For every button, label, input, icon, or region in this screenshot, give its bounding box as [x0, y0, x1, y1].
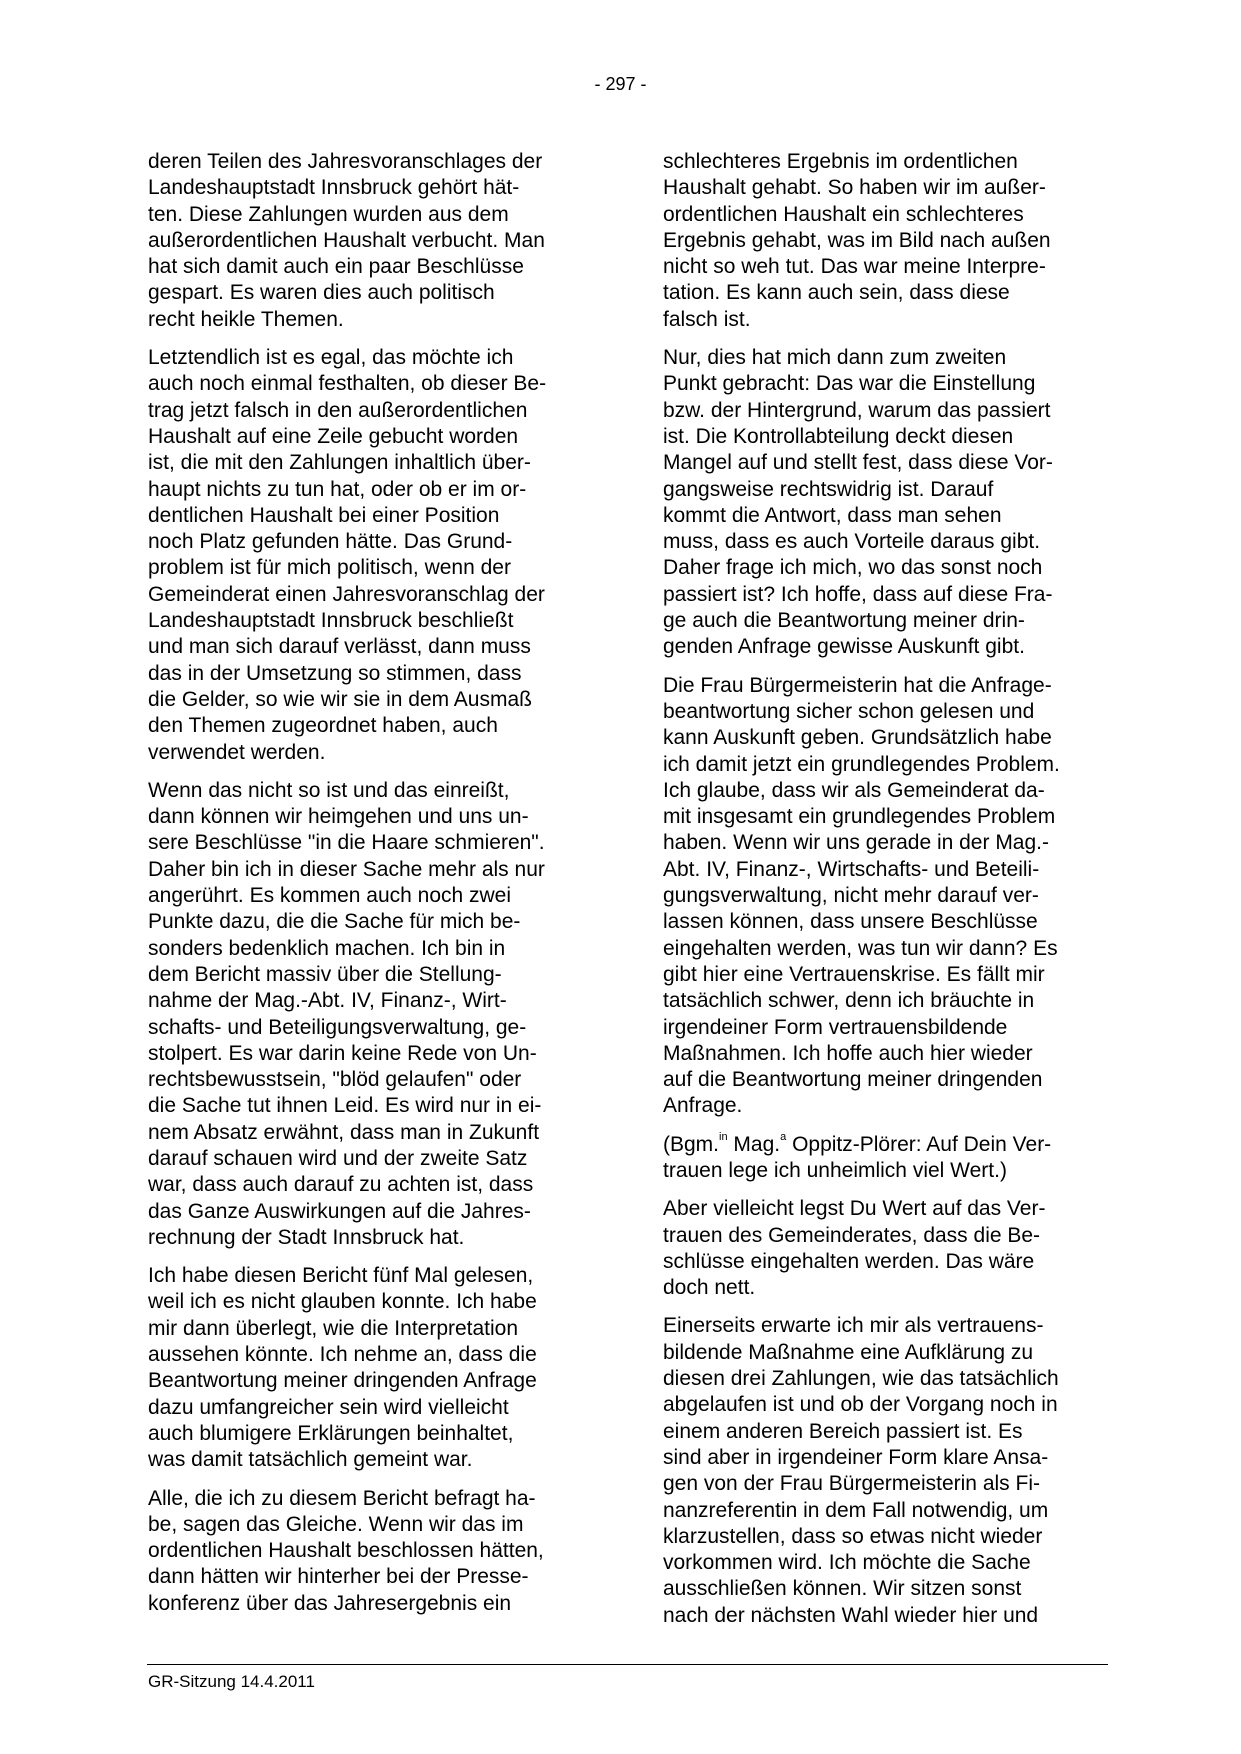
- text-line: klarzustellen, dass so etwas nicht wieder: [663, 1524, 1043, 1548]
- paragraph: [663, 1313, 1108, 1629]
- text-line: Ergebnis gehabt, was im Bild nach außen: [663, 228, 1051, 252]
- text-line: Haushalt auf eine Zeile gebucht worden: [148, 424, 519, 448]
- text-line: Abt. IV, Finanz-, Wirtschafts- und Beteili-: [663, 857, 1040, 881]
- text-line: deren Teilen des Jahresvoranschlages der: [148, 150, 543, 173]
- text-line: Nur, dies hat mich dann zum zweiten: [663, 346, 1007, 370]
- text-line: nem Absatz erwähnt, dass man in Zukunft: [148, 1120, 540, 1144]
- paragraph: [663, 345, 1108, 661]
- text-line: gespart. Es waren dies auch politisch: [148, 281, 495, 305]
- text-line: Wenn das nicht so ist und das einreißt,: [148, 778, 510, 802]
- text-line: Gemeinderat einen Jahresvoranschlag der: [148, 582, 545, 606]
- text-line: Punkt gebracht: Das war die Einstellung: [663, 372, 1036, 396]
- text-line: ten. Diese Zahlungen wurden aus dem: [148, 202, 509, 226]
- text-line: lassen können, dass unsere Beschlüsse: [663, 910, 1038, 934]
- text-line: weil ich es nicht glauben konnte. Ich habe: [148, 1290, 537, 1314]
- footer-session-date: GR-Sitzung 14.4.2011: [148, 1672, 315, 1691]
- text-line: Landeshauptstadt Innsbruck beschließt: [148, 609, 514, 633]
- text-line: sind aber in irgendeiner Form klare Ansa-: [663, 1445, 1049, 1469]
- paragraph: [663, 673, 1108, 1120]
- text-line: dann hätten wir hinterher bei der Presse-: [148, 1565, 529, 1589]
- text-line: stolpert. Es war darin keine Rede von Un-: [148, 1041, 537, 1065]
- paragraph: [663, 1196, 1108, 1301]
- text-line: außerordentlichen Haushalt verbucht. Man: [148, 228, 545, 252]
- superscript: a: [780, 1130, 787, 1143]
- text-line: kann Auskunft geben. Grundsätzlich habe: [663, 726, 1052, 750]
- text-line: nach der nächsten Wahl wieder hier und: [663, 1603, 1039, 1627]
- text-line: nanzreferentin in dem Fall notwendig, um: [663, 1498, 1049, 1522]
- text-line: bzw. der Hintergrund, warum das passiert: [663, 398, 1051, 422]
- text-line: noch Platz gefunden hätte. Das Grund-: [148, 530, 513, 554]
- text-line: schafts- und Beteiligungsverwaltung, ge-: [148, 1015, 527, 1039]
- text-line: auch blumigere Erklärungen beinhaltet,: [148, 1421, 514, 1445]
- text-line: sonders bedenklich machen. Ich bin in: [148, 936, 506, 960]
- text-line: gen von der Frau Bürgermeisterin als Fi-: [663, 1472, 1040, 1496]
- text-line: Landeshauptstadt Innsbruck gehört hät-: [148, 176, 520, 200]
- text-line: schlechteres Ergebnis im ordentlichen: [663, 150, 1018, 173]
- text-line: nahme der Mag.-Abt. IV, Finanz-, Wirt-: [148, 989, 507, 1013]
- text-line: bildende Maßnahme eine Aufklärung zu: [663, 1340, 1034, 1364]
- text-line: gungsverwaltung, nicht mehr darauf ver-: [663, 884, 1039, 908]
- text-line: verwendet werden.: [148, 740, 326, 764]
- footer-divider: [147, 1664, 1108, 1665]
- text-line: irgendeiner Form vertrauensbildende: [663, 1015, 1008, 1039]
- text-line: gangsweise rechtswidrig ist. Darauf: [663, 477, 994, 501]
- interjection-paragraph: [663, 1132, 1108, 1185]
- text-line: war, dass auch darauf zu achten ist, dass: [148, 1173, 534, 1197]
- paragraph: [148, 778, 593, 1251]
- text-line: angerührt. Es kommen auch noch zwei: [148, 884, 512, 908]
- text-line: muss, dass es auch Vorteile daraus gibt.: [663, 530, 1041, 554]
- text-line: sere Beschlüsse "in die Haare schmieren".: [148, 831, 545, 855]
- text-line: falsch ist.: [663, 307, 751, 331]
- text-line: hat sich damit auch ein paar Beschlüsse: [148, 255, 524, 279]
- text-line: vorkommen wird. Ich möchte die Sache: [663, 1551, 1031, 1575]
- text-line: abgelaufen ist und ob der Vorgang noch in: [663, 1393, 1058, 1417]
- text-line: dentlichen Haushalt bei einer Position: [148, 503, 500, 527]
- text-line: gibt hier eine Vertrauenskrise. Es fällt mir: [663, 962, 1045, 986]
- paragraph: [148, 345, 593, 766]
- text-line: trag jetzt falsch in den außerordentlichen: [148, 398, 528, 422]
- text-line: Maßnahmen. Ich hoffe auch hier wieder: [663, 1041, 1033, 1065]
- interjection-mid: Mag.: [727, 1132, 781, 1156]
- text-line: be, sagen das Gleiche. Wenn wir das im: [148, 1512, 524, 1536]
- superscript: in: [719, 1130, 728, 1143]
- text-line: ich damit jetzt ein grundlegendes Problem.: [663, 752, 1060, 776]
- text-line: Die Frau Bürgermeisterin hat die Anfrage-: [663, 673, 1052, 697]
- text-line: ist, die mit den Zahlungen inhaltlich über-: [148, 451, 531, 475]
- text-line: Ich habe diesen Bericht fünf Mal gelesen,: [148, 1264, 534, 1288]
- text-line: tation. Es kann auch sein, dass diese: [663, 281, 1010, 305]
- text-line: rechnung der Stadt Innsbruck hat.: [148, 1225, 465, 1249]
- text-line: konferenz über das Jahresergebnis ein: [148, 1591, 512, 1615]
- text-line: Daher frage ich mich, wo das sonst noch: [663, 556, 1043, 580]
- text-line: dem Bericht massiv über die Stellung-: [148, 962, 502, 986]
- text-line: haupt nichts zu tun hat, oder ob er im or-: [148, 477, 527, 501]
- text-line: Beantwortung meiner dringenden Anfrage: [148, 1369, 537, 1393]
- text-line: Alle, die ich zu diesem Bericht befragt ha-: [148, 1486, 536, 1510]
- text-line: eingehalten werden, was tun wir dann? Es: [663, 936, 1058, 960]
- text-line: nicht so weh tut. Das war meine Interpre-: [663, 255, 1046, 279]
- text-line: einem anderen Bereich passiert ist. Es: [663, 1419, 1023, 1443]
- text-line: passiert ist? Ich hoffe, dass auf diese Fra-: [663, 582, 1053, 606]
- text-line: Anfrage.: [663, 1094, 743, 1118]
- text-line: [663, 1132, 1108, 1158]
- text-line: und man sich darauf verlässt, dann muss: [148, 635, 531, 659]
- text-line: Mangel auf und stellt fest, dass diese Vor-: [663, 451, 1053, 475]
- text-line: das Ganze Auswirkungen auf die Jahres-: [148, 1199, 531, 1223]
- page-number: - 297 -: [594, 74, 647, 94]
- text-line: aussehen könnte. Ich nehme an, dass die: [148, 1343, 537, 1367]
- text-line: Aber vielleicht legst Du Wert auf das Ver-: [663, 1197, 1046, 1221]
- text-line: den Themen zugeordnet haben, auch: [148, 714, 498, 738]
- text-line: diesen drei Zahlungen, wie das tatsächlich: [663, 1367, 1059, 1391]
- text-line: trauen lege ich unheimlich viel Wert.): [663, 1158, 1007, 1182]
- text-line: dazu umfangreicher sein wird vielleicht: [148, 1395, 509, 1419]
- text-line: die Sache tut ihnen Leid. Es wird nur in ei-: [148, 1094, 542, 1118]
- text-line: doch nett.: [663, 1276, 756, 1300]
- text-line: problem ist für mich politisch, wenn der: [148, 556, 511, 580]
- text-line: tatsächlich schwer, denn ich bräuchte in: [663, 989, 1035, 1013]
- interjection-rest: Oppitz-Plörer: Auf Dein Ver-: [786, 1132, 1052, 1156]
- text-line: rechtsbewusstsein, "blöd gelaufen" oder: [148, 1068, 522, 1092]
- text-line: mir dann überlegt, wie die Interpretation: [148, 1316, 519, 1340]
- text-line: kommt die Antwort, dass man sehen: [663, 503, 1002, 527]
- right-column: [663, 149, 1108, 1641]
- text-line: die Gelder, so wie wir sie in dem Ausmaß: [148, 687, 532, 711]
- text-line: ausschließen können. Wir sitzen sonst: [663, 1577, 1022, 1601]
- text-line: was damit tatsächlich gemeint war.: [148, 1448, 473, 1472]
- text-line: auch noch einmal festhalten, ob dieser Be-: [148, 372, 547, 396]
- text-line: beantwortung sicher schon gelesen und: [663, 699, 1035, 723]
- text-line: das in der Umsetzung so stimmen, dass: [148, 661, 522, 685]
- text-line: mit insgesamt ein grundlegendes Problem: [663, 805, 1056, 829]
- interjection-open: (Bgm.: [663, 1132, 720, 1156]
- text-line: Daher bin ich in dieser Sache mehr als nur: [148, 857, 545, 881]
- text-line: auf die Beantwortung meiner dringenden: [663, 1068, 1043, 1092]
- text-line: ist. Die Kontrollabteilung deckt diesen: [663, 424, 1014, 448]
- text-line: ordentlichen Haushalt beschlossen hätten,: [148, 1539, 544, 1563]
- text-line: Ich glaube, dass wir als Gemeinderat da-: [663, 778, 1045, 802]
- text-line: trauen des Gemeinderates, dass die Be-: [663, 1223, 1041, 1247]
- text-line: ge auch die Beantwortung meiner drin-: [663, 609, 1025, 633]
- text-line: schlüsse eingehalten werden. Das wäre: [663, 1249, 1035, 1273]
- text-line: Haushalt gehabt. So haben wir im außer-: [663, 176, 1046, 200]
- text-line: ordentlichen Haushalt ein schlechteres: [663, 202, 1024, 226]
- paragraph: [148, 149, 593, 333]
- paragraph: [148, 1486, 593, 1617]
- paragraph: [148, 1263, 593, 1473]
- text-line: Punkte dazu, die die Sache für mich be-: [148, 910, 521, 934]
- text-line: dann können wir heimgehen und uns un-: [148, 805, 529, 829]
- paragraph: [663, 149, 1108, 333]
- text-line: Einerseits erwarte ich mir als vertrauens-: [663, 1314, 1044, 1338]
- text-line: genden Anfrage gewisse Auskunft gibt.: [663, 635, 1025, 659]
- text-line: darauf schauen wird und der zweite Satz: [148, 1146, 528, 1170]
- text-line: haben. Wenn wir uns gerade in der Mag.-: [663, 831, 1049, 855]
- text-line: Letztendlich ist es egal, das möchte ich: [148, 346, 514, 370]
- text-line: recht heikle Themen.: [148, 307, 344, 331]
- left-column: [148, 149, 593, 1629]
